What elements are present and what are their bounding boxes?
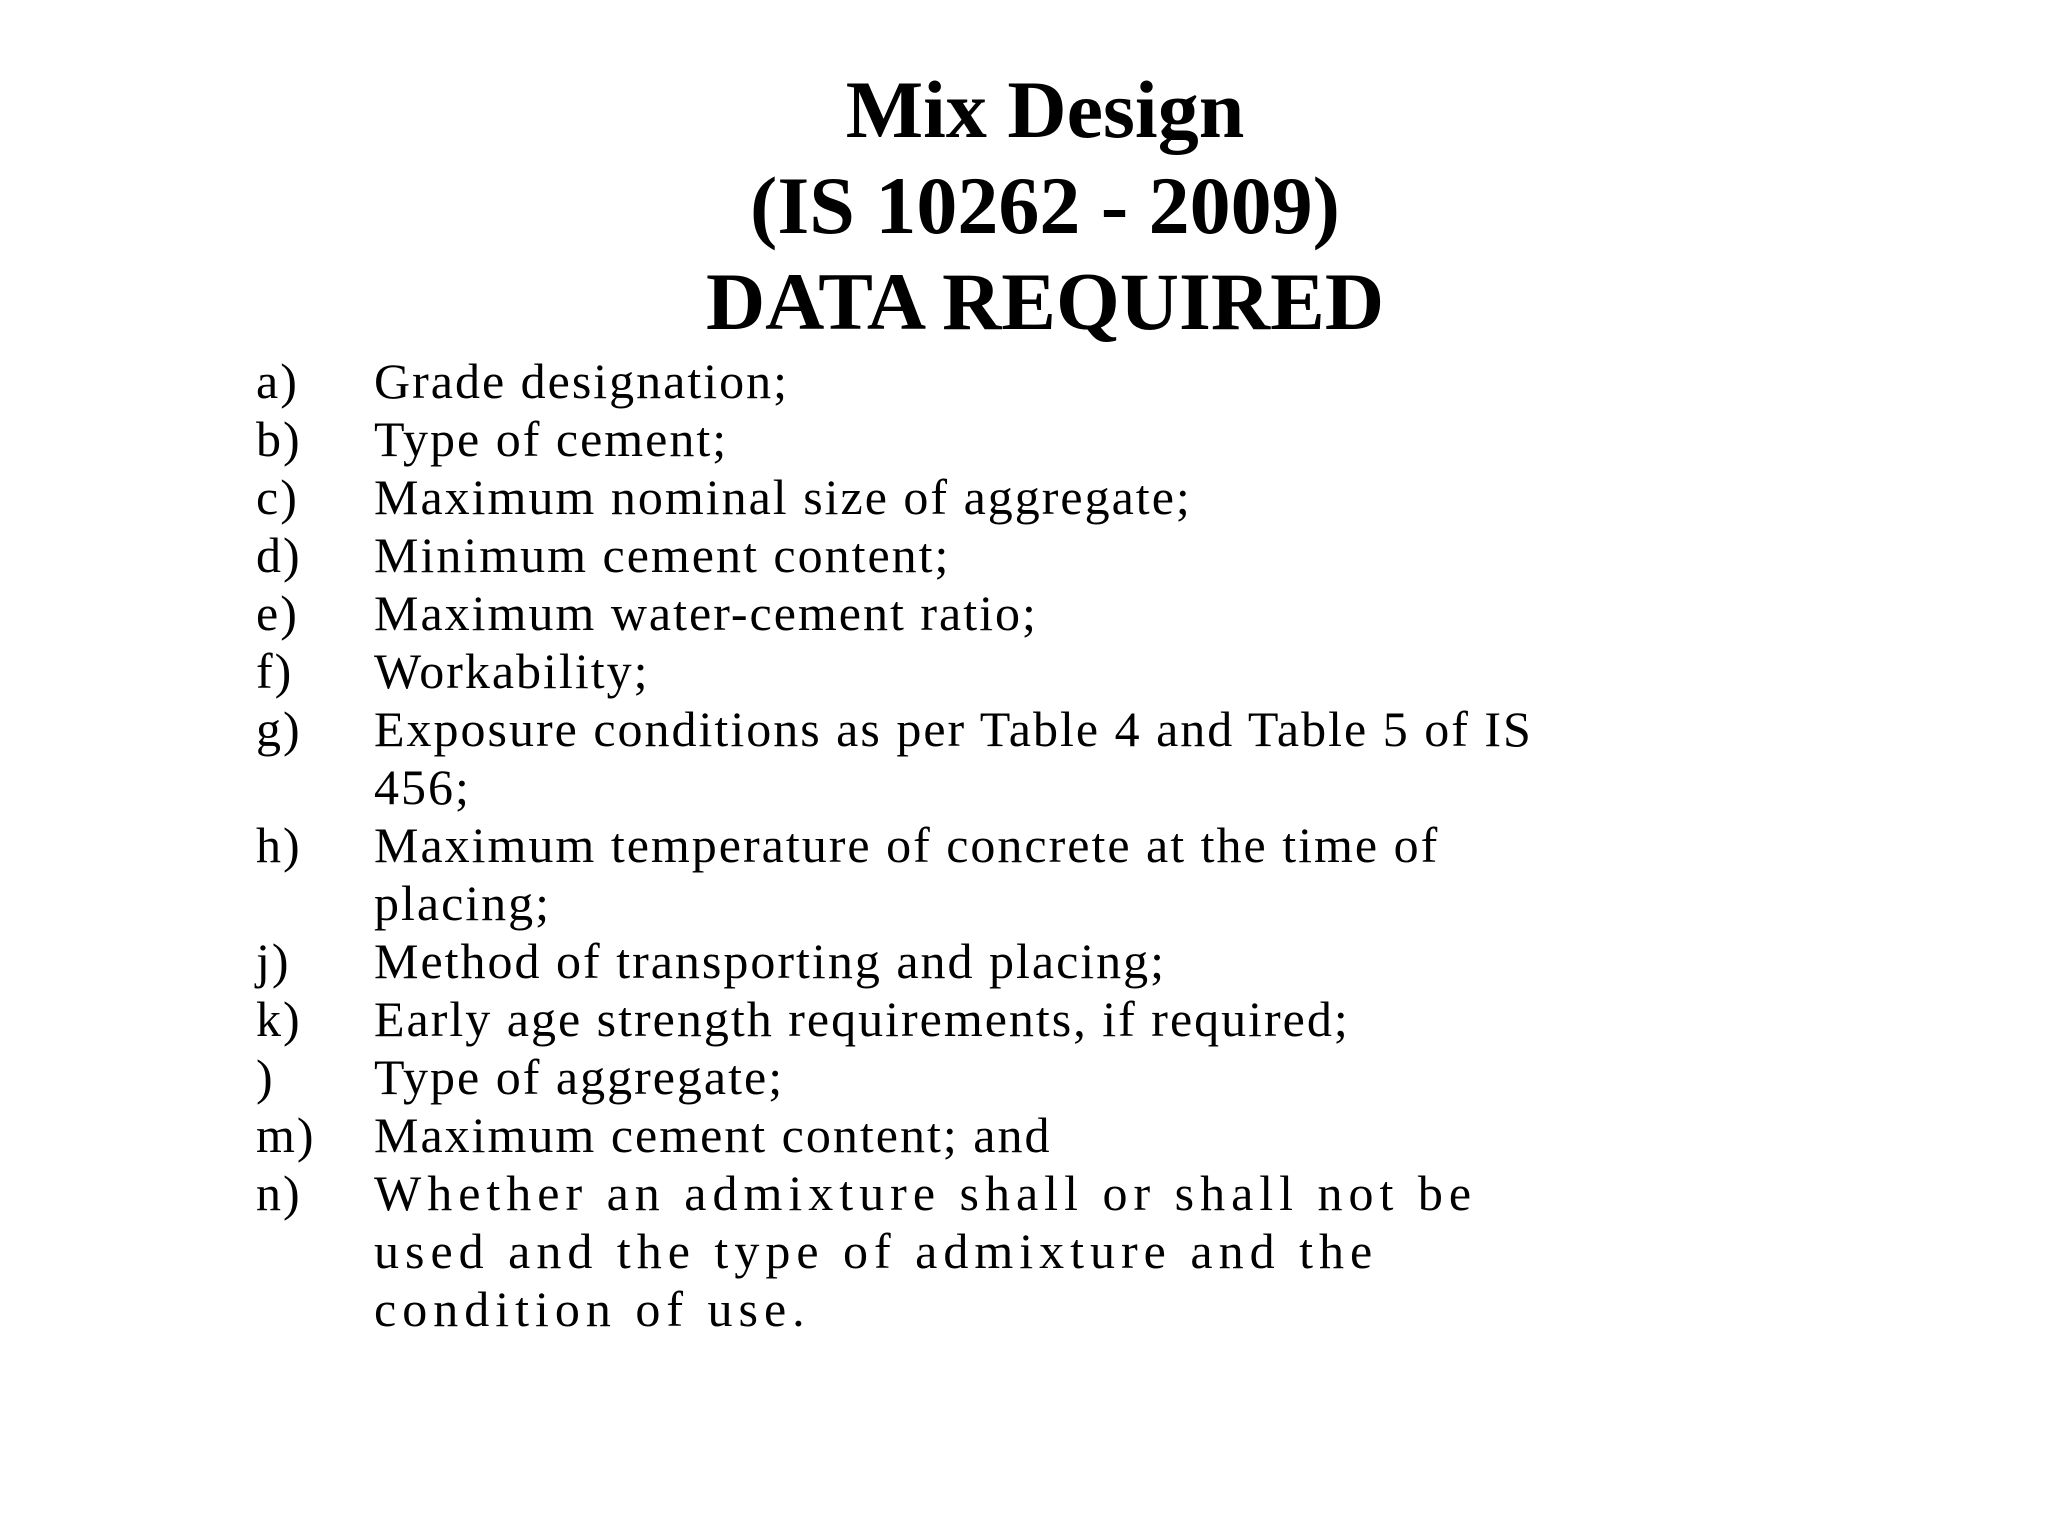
list-marker: ) <box>256 1049 275 1105</box>
list-item <box>256 990 1586 1048</box>
list-marker: h) <box>256 817 302 873</box>
list-item <box>256 932 1586 990</box>
list-item <box>256 700 1586 816</box>
list-item <box>256 410 1586 468</box>
list-item-text: Early age strength requirements, if required; <box>374 991 1350 1047</box>
list-item-text: Grade designation; <box>374 353 790 409</box>
list-item <box>256 816 1586 932</box>
list-item-text: Exposure conditions as per Table 4 and Table 5 of IS 456; <box>374 701 1533 815</box>
list-item-text: Type of cement; <box>374 411 729 467</box>
list-item <box>256 642 1586 700</box>
list-item-text: Method of transporting and placing; <box>374 933 1167 989</box>
list-marker: n) <box>256 1165 302 1221</box>
list-item-text: Maximum water-cement ratio; <box>374 585 1038 641</box>
title-line-1: Mix Design <box>845 64 1245 155</box>
slide-title <box>0 62 2048 350</box>
list-item <box>256 526 1586 584</box>
list-marker: k) <box>256 991 302 1047</box>
list-item <box>256 1048 1586 1106</box>
list-item-text: Minimum cement content; <box>374 527 951 583</box>
list-item <box>256 468 1586 526</box>
list-item-text: Maximum temperature of concrete at the time of placing; <box>374 817 1440 931</box>
list-marker: d) <box>256 527 302 583</box>
title-line-2: (IS 10262 - 2009) <box>750 160 1340 251</box>
list-marker: m) <box>256 1107 316 1163</box>
list-item <box>256 1164 1586 1338</box>
list-item-text: Maximum cement content; and <box>374 1107 1052 1163</box>
data-required-list <box>256 352 1586 1338</box>
list-marker: j) <box>256 933 291 989</box>
list-item-text: Type of aggregate; <box>374 1049 785 1105</box>
list-marker: f) <box>256 643 294 699</box>
list-marker: b) <box>256 411 302 467</box>
list-marker: e) <box>256 585 299 641</box>
list-item <box>256 1106 1586 1164</box>
list-marker: c) <box>256 469 299 525</box>
list-marker: a) <box>256 353 299 409</box>
list-item <box>256 352 1586 410</box>
title-line-3: DATA REQUIRED <box>705 256 1385 347</box>
list-item-text: Whether an admixture shall or shall not be used and the type of admixture and the condition of use. <box>374 1165 1478 1337</box>
list-item-text: Maximum nominal size of aggregate; <box>374 469 1192 525</box>
list-item-text: Workability; <box>374 643 650 699</box>
list-item <box>256 584 1586 642</box>
list-marker: g) <box>256 701 302 757</box>
